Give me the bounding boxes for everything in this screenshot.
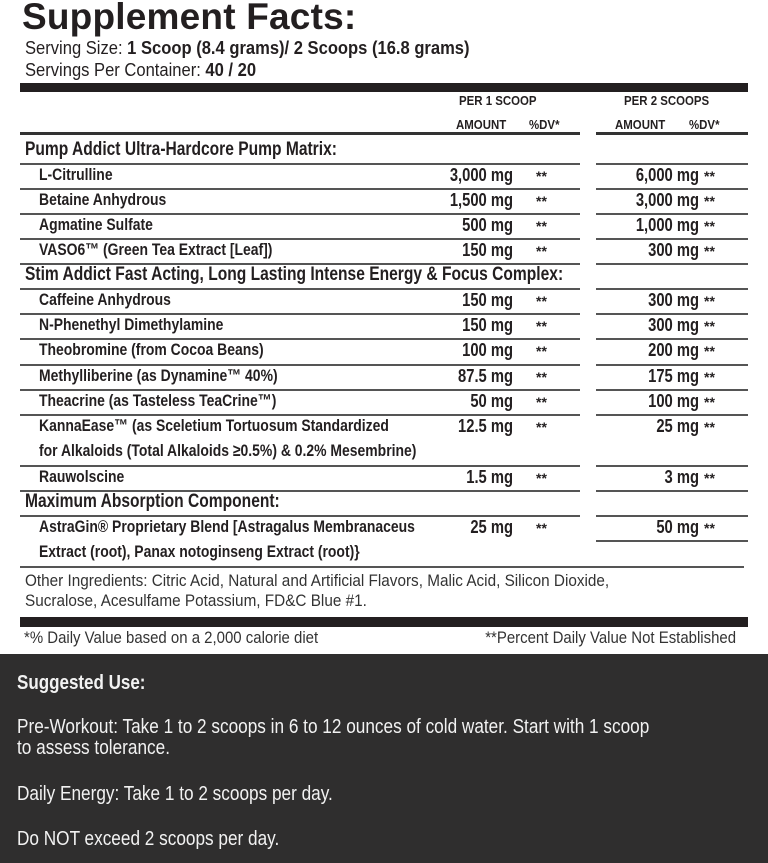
dv-1: ** [536, 293, 547, 309]
dv-2: ** [704, 218, 715, 234]
ingredient-name: Rauwolscine [39, 467, 125, 486]
row-divider [20, 566, 744, 568]
amount-2: 25 mg [656, 416, 699, 436]
column-dv-2: %DV* [689, 117, 720, 132]
row-divider [596, 263, 748, 265]
page-title: Supplement Facts: [22, 0, 357, 37]
ingredient-name-line2: Extract (root), Panax notoginseng Extract (root)} [39, 542, 360, 561]
amount-2: 300 mg [648, 315, 699, 335]
dv-1: ** [536, 394, 547, 410]
dv-2: ** [704, 243, 715, 259]
row-divider [596, 490, 748, 492]
amount-1: 500 mg [462, 215, 513, 235]
amount-1: 12.5 mg [458, 416, 513, 436]
ingredient-name: L-Citrulline [39, 165, 113, 184]
ingredient-name: Agmatine Sulfate [39, 215, 153, 234]
dv-2: ** [704, 369, 715, 385]
dv-1: ** [536, 369, 547, 385]
ingredient-name: Caffeine Anhydrous [39, 290, 171, 309]
servings-per-container [25, 60, 256, 81]
serving-size [25, 38, 470, 59]
amount-1: 150 mg [462, 290, 513, 310]
amount-1: 1.5 mg [466, 467, 513, 487]
dv-1: ** [536, 218, 547, 234]
amount-2: 200 mg [648, 340, 699, 360]
ingredient-name-line2: for Alkaloids (Total Alkaloids ≥0.5%) & 0.2% Mesembrine) [39, 441, 417, 460]
row-divider [596, 540, 748, 542]
amount-2: 50 mg [656, 517, 699, 537]
daily-energy-text: Daily Energy: Take 1 to 2 scoops per day. [17, 783, 333, 805]
column-per-2-scoops: PER 2 SCOOPS [624, 93, 710, 108]
serving-size-value: 1 Scoop (8.4 grams)/ 2 Scoops (16.8 grams) [127, 38, 470, 58]
ingredient-name: Methylliberine (as Dynamine™ 40%) [39, 366, 278, 385]
other-ingredients-line1: Other Ingredients: Citric Acid, Natural and Artificial Flavors, Malic Acid, Silicon Dioxide, [25, 571, 610, 590]
amount-2: 100 mg [648, 391, 699, 411]
ingredient-name: Theacrine (as Tasteless TeaCrine™) [39, 391, 277, 410]
ingredient-name: AstraGin® Proprietary Blend [Astragalus Membranaceus [39, 517, 415, 536]
dv-2: ** [704, 394, 715, 410]
amount-1: 25 mg [470, 517, 513, 537]
ingredient-name: VASO6™ (Green Tea Extract [Leaf]) [39, 240, 273, 259]
amount-2: 300 mg [648, 240, 699, 260]
pre-workout-line2: to assess tolerance. [17, 737, 170, 759]
amount-2: 3 mg [664, 467, 699, 487]
amount-2: 3,000 mg [635, 190, 699, 210]
dv-2: ** [704, 318, 715, 334]
dv-2: ** [704, 168, 715, 184]
top-thick-divider [20, 83, 748, 92]
amount-2: 175 mg [648, 366, 699, 386]
other-ingredients [25, 571, 609, 611]
suggested-use-heading: Suggested Use: [17, 672, 146, 694]
ingredient-name: Theobromine (from Cocoa Beans) [39, 340, 264, 359]
column-dv-1: %DV* [529, 117, 560, 132]
amount-1: 3,000 mg [449, 165, 513, 185]
column-per-1-scoop: PER 1 SCOOP [459, 93, 537, 108]
dv-2: ** [704, 520, 715, 536]
header-underline-left [20, 132, 580, 135]
dv-1: ** [536, 419, 547, 435]
amount-1: 150 mg [462, 240, 513, 260]
dv-2: ** [704, 343, 715, 359]
dv-1: ** [536, 318, 547, 334]
bottom-thick-divider [20, 617, 748, 627]
dv-2: ** [704, 193, 715, 209]
dv-1: ** [536, 193, 547, 209]
amount-2: 6,000 mg [635, 165, 699, 185]
column-amount-2: AMOUNT [615, 117, 666, 132]
amount-2: 300 mg [648, 290, 699, 310]
warning-text: Do NOT exceed 2 scoops per day. [17, 828, 280, 850]
ingredient-name: N-Phenethyl Dimethylamine [39, 315, 224, 334]
servings-per-container-label: Servings Per Container: [25, 60, 206, 80]
section-title-stim-complex: Stim Addict Fast Acting, Long Lasting Intense Energy & Focus Complex: [25, 264, 564, 285]
amount-1: 1,500 mg [449, 190, 513, 210]
dv-1: ** [536, 168, 547, 184]
amount-2: 1,000 mg [635, 215, 699, 235]
dv-1: ** [536, 520, 547, 536]
other-ingredients-line2: Sucralose, Acesulfame Potassium, FD&C Blue #1. [25, 591, 367, 610]
amount-1: 150 mg [462, 315, 513, 335]
section-title-absorption: Maximum Absorption Component: [25, 491, 280, 512]
dv-2: ** [704, 470, 715, 486]
column-amount-1: AMOUNT [456, 117, 507, 132]
amount-1: 87.5 mg [458, 366, 513, 386]
amount-1: 100 mg [462, 340, 513, 360]
servings-per-container-value: 40 / 20 [205, 60, 257, 80]
ingredient-name: Betaine Anhydrous [39, 190, 167, 209]
header-underline-right [596, 132, 748, 135]
pre-workout-line1: Pre-Workout: Take 1 to 2 scoops in 6 to 12 ounces of cold water. Start with 1 scoop [17, 716, 650, 738]
footnote-not-established: **Percent Daily Value Not Established [485, 628, 736, 647]
dv-1: ** [536, 243, 547, 259]
suggested-use-panel [0, 654, 768, 863]
footnote-dv: *% Daily Value based on a 2,000 calorie diet [24, 628, 319, 647]
dv-2: ** [704, 419, 715, 435]
amount-1: 50 mg [470, 391, 513, 411]
dv-1: ** [536, 343, 547, 359]
dv-2: ** [704, 293, 715, 309]
section-title-pump-matrix: Pump Addict Ultra-Hardcore Pump Matrix: [25, 139, 337, 160]
dv-1: ** [536, 470, 547, 486]
serving-size-label: Serving Size: [25, 38, 128, 58]
ingredient-name: KannaEase™ (as Sceletium Tortuosum Standardized [39, 416, 389, 435]
